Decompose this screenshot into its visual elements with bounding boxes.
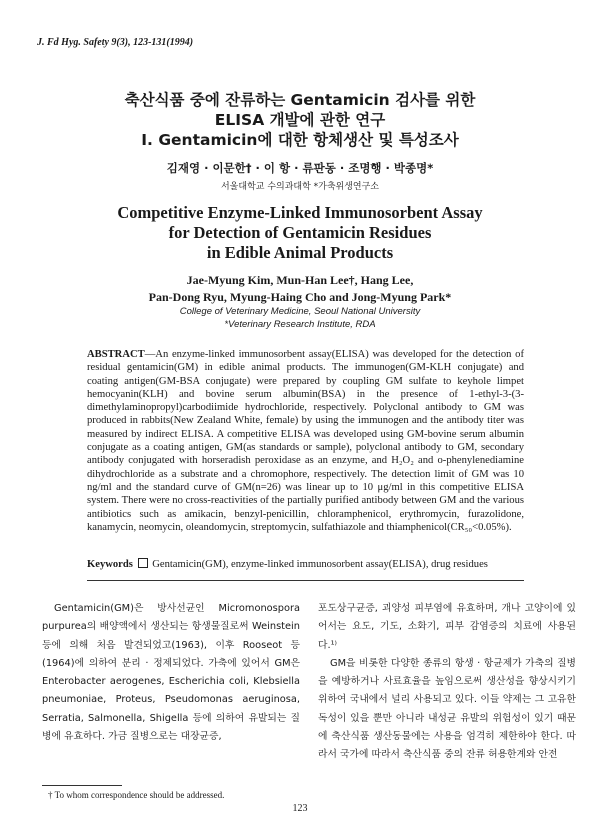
english-authors-line2: Pan-Dong Ryu, Myung-Haing Cho and Jong-Myung Park* xyxy=(148,290,452,304)
english-title-line3: in Edible Animal Products xyxy=(206,243,394,262)
korean-title-line1: 축산식품 중에 잔류하는 Gentamicin 검사를 위한 xyxy=(124,91,476,109)
body-paragraph: GM을 비롯한 다양한 종류의 항생 · 항균제가 가축의 질병을 예방하거나 사료효율을 높임으로써 생산성을 향상시키기 위하여 국내에서 널리 사용되고 있다. 이들 약제는 그 고유한 독성이 있을 뿐만 아니라 내성균 유발의 위험성이 있기 때문에 축산식품 생산동물에는 사용을 엄격히 제한하야 한다. 따라서 국가에 따라서 축산식품 중의 잔류 허용한계와 안전 xyxy=(318,657,576,761)
footnote: † To whom correspondence should be addressed. xyxy=(48,790,225,800)
korean-title-line3: I. Gentamicin에 대한 항체생산 및 특성조사 xyxy=(141,131,459,149)
keywords-label: Keywords xyxy=(87,559,133,570)
abstract-text: An enzyme-linked immunosorbent assay(ELISA) was developed for the detection of residual gentamicin(GM) in edible animal products. The immunogen(GM-KLH conjugate) and coating antigen(GM-BSA conjugate) were prepared by coupling GM sulfate to keyhole limpet hemocyanin(KLH) and bovine serum albumin(BSA) in the presence of 1-ethyl-3-(3-dimethylaminopropyl)carbodiimide hydrochloride, respectively. Polyclonal antibody to GM was produced in rabbits(New Zealand White, female) by using the immunogen and the antibody titer was measured by indirect ELISA. A competitive ELISA was developed using GM-bovine serum albumin conjugate as a coating antigen, GM(as standards or sample), polyclonal antibody to GM, secondary antibody conjugated with horseradish peroxidase as an enzyme, and H₂O₂ and o-phenylenediamine dihydrochloride as a substrate and a chromophore, respectively. The detection limit of GM was 10 ng/ml and the standard curve of GM(n=26) was linear up to 10 μg/ml in this competitive ELISA system. There were no cross-reactivities of the partially purified antibody between GM and the various antibiotics such as amikacin, benzyl-penicillin, chloramphenicol, erythromycin, furazolidone, kanamycin, neomycin, oleandomycin, streptomycin, sulfathiazole and thiamphenicol(CR₅₀<0.05%). xyxy=(87,349,524,533)
english-affiliation xyxy=(0,305,600,331)
body-column-right xyxy=(318,600,576,765)
english-title xyxy=(0,203,600,263)
english-affiliation-line2: *Veterinary Research Institute, RDA xyxy=(224,319,376,330)
checkbox-square-icon xyxy=(138,558,148,568)
english-authors xyxy=(0,272,600,306)
abstract xyxy=(87,348,524,534)
korean-authors: 김재영 · 이문한† · 이 항 · 류판동 · 조명행 · 박종명* xyxy=(166,161,434,175)
korean-title-line2: ELISA 개발에 관한 연구 xyxy=(214,111,386,129)
body-column-left xyxy=(42,600,300,746)
keywords xyxy=(87,558,527,570)
body-paragraph: Gentamicin(GM)은 방사선균인 Micromonospora purpurea의 배양액에서 생산되는 항생물질로써 Weinstein 등에 의해 처음 발견되었고(1963), 이후 Rooseot 등(1964)에 의하여 분리 · 정제되었다. 가축에 있어서 GM은 Enterobacter aerogenes, Escherichia coli, Klebsiella pneumoniae, Proteus, Pseudomonas aeruginosa, Serratia, Salmonella, Shigella 등에 의하여 유발되는 질병에 유효하다. 가금 질병으로는 대장균증, xyxy=(42,603,300,743)
section-divider xyxy=(87,580,524,581)
english-affiliation-line1: College of Veterinary Medicine, Seoul National University xyxy=(179,306,421,317)
keywords-text: Gentamicin(GM), enzyme-linked immunosorbent assay(ELISA), drug residues xyxy=(152,559,488,570)
abstract-label: ABSTRACT xyxy=(87,349,145,360)
english-authors-line1: Jae-Myung Kim, Mun-Han Lee†, Hang Lee, xyxy=(186,273,414,287)
abstract-dash: — xyxy=(144,349,156,360)
body-paragraph: 포도상구균증, 괴양성 피부염에 유효하며, 개나 고양이에 있어서는 요도, 기도, 소화기, 피부 감염증의 치료에 사용된다.¹⁾ xyxy=(318,603,576,651)
korean-affiliation: 서울대학교 수의과대학 *가축위생연구소 xyxy=(220,182,380,192)
page-number: 123 xyxy=(292,803,308,814)
journal-citation: J. Fd Hyg. Safety 9(3), 123-131(1994) xyxy=(37,37,194,48)
korean-title xyxy=(0,90,600,150)
footnote-divider xyxy=(42,785,122,786)
english-title-line2: for Detection of Gentamicin Residues xyxy=(168,223,432,242)
english-title-line1: Competitive Enzyme-Linked Immunosorbent Assay xyxy=(117,203,483,222)
